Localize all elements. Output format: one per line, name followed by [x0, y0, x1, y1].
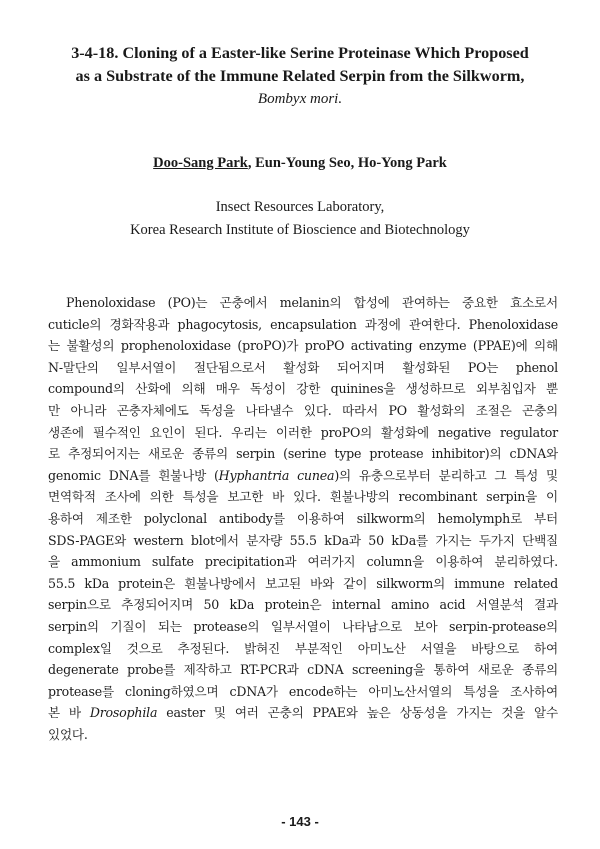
body-line [48, 702, 558, 724]
body-line: degenerate probe를 제작하고 RT-PCR과 cDNA screening을 통하여 새로운 종류의 [48, 662, 558, 678]
body-line: cuticle의 경화작용과 phagocytosis, encapsulation 과정에 관여한다. Phenoloxidase [48, 316, 558, 332]
body-line: 생존에 필수적인 요인이 된다. 우리는 이러한 proPO의 활성화에 negative regulator [48, 424, 558, 440]
co-authors: , Eun-Young Seo, Ho-Yong Park [247, 155, 447, 171]
body-line: 로 추정되어지는 새로운 종류의 serpin (serine type protease inhibitor)의 cDNA와 [48, 446, 558, 462]
body-line: complex일 것으로 추정된다. 밝혀진 부분적인 아미노산 서열을 바탕으로 하여 [48, 640, 558, 656]
affiliation-line-1: Insect Resources Laboratory, [215, 199, 385, 215]
body-line: compound의 산화에 의해 매우 독성이 강한 quinines을 생성하므로 외부침입자 뿐 [48, 381, 558, 397]
body-line: serpin으로 추정되어지며 50 kDa protein은 internal amino acid 서열분석 결과 [48, 597, 558, 613]
title-species: Bombyx mori. [257, 91, 343, 107]
presenting-author: Doo-Sang Park [153, 155, 248, 171]
title-line-2: as a Substrate of the Immune Related Serpin from the Silkworm, [75, 67, 525, 85]
author-list [40, 155, 560, 172]
body-text-run: )의 유충으로부터 분리하고 그 특성 및 [334, 467, 558, 483]
body-line: 는 불활성의 prophenoloxidase (proPO)가 proPO activating enzyme (PPAE)에 의해 [48, 338, 558, 354]
body-line: 있었다. [48, 726, 88, 742]
affiliation-line-2: Korea Research Institute of Bioscience and Biotechnology [130, 222, 470, 238]
body-line: 면역학적 조사에 의한 특성을 보고한 바 있다. 흰불나방의 recombinant serpin을 이 [48, 489, 558, 505]
body-line: Phenoloxidase (PO)는 곤충에서 melanin의 합성에 관여하는 중요한 효소로서 [66, 295, 558, 310]
body-line: 만 아니라 곤충자체에도 독성을 나타낼수 있다. 따라서 PO 활성화의 조절은 곤충의 [48, 402, 558, 418]
body-line: 55.5 kDa protein은 흰불나방에서 보고된 바와 같이 silkworm의 immune related [48, 575, 558, 591]
affiliation [40, 196, 560, 242]
body-line: N-말단의 일부서열이 절단됨으로서 활성화 되어지며 활성화된 PO는 phenol [48, 359, 558, 375]
body-line [48, 465, 558, 487]
body-line: 을 ammonium sulfate precipitation과 여러가지 column을 이용하여 분리하였다. [48, 554, 558, 570]
species-name-italic: Hyphantria cunea [218, 467, 335, 483]
paper-title [40, 42, 560, 111]
abstract-body [48, 292, 558, 745]
body-line: SDS-PAGE와 western blot에서 분자량 55.5 kDa과 50 kDa를 가지는 두가지 단백질 [48, 532, 558, 548]
body-text-run: easter 및 여러 곤충의 PPAE와 높은 상동성을 가지는 것을 알수 [157, 705, 558, 721]
body-line: serpin의 기질이 되는 protease의 일부서열이 나타남으로 보아 serpin-protease의 [48, 618, 558, 634]
genus-name-italic: Drosophila [89, 705, 158, 721]
body-line: 용하여 제조한 polyclonal antibody를 이용하여 silkworm의 hemolymph로 부터 [48, 510, 558, 526]
body-line: protease를 cloning하였으며 cDNA가 encode하는 아미노산서열의 특성을 조사하여 [48, 683, 558, 699]
body-text-run: genomic DNA를 흰불나방 ( [48, 467, 219, 483]
page-number: - 143 - [281, 814, 319, 829]
title-line-1: 3-4-18. Cloning of a Easter-like Serine Proteinase Which Proposed [71, 44, 529, 62]
body-text-run: 본 바 [48, 705, 90, 721]
